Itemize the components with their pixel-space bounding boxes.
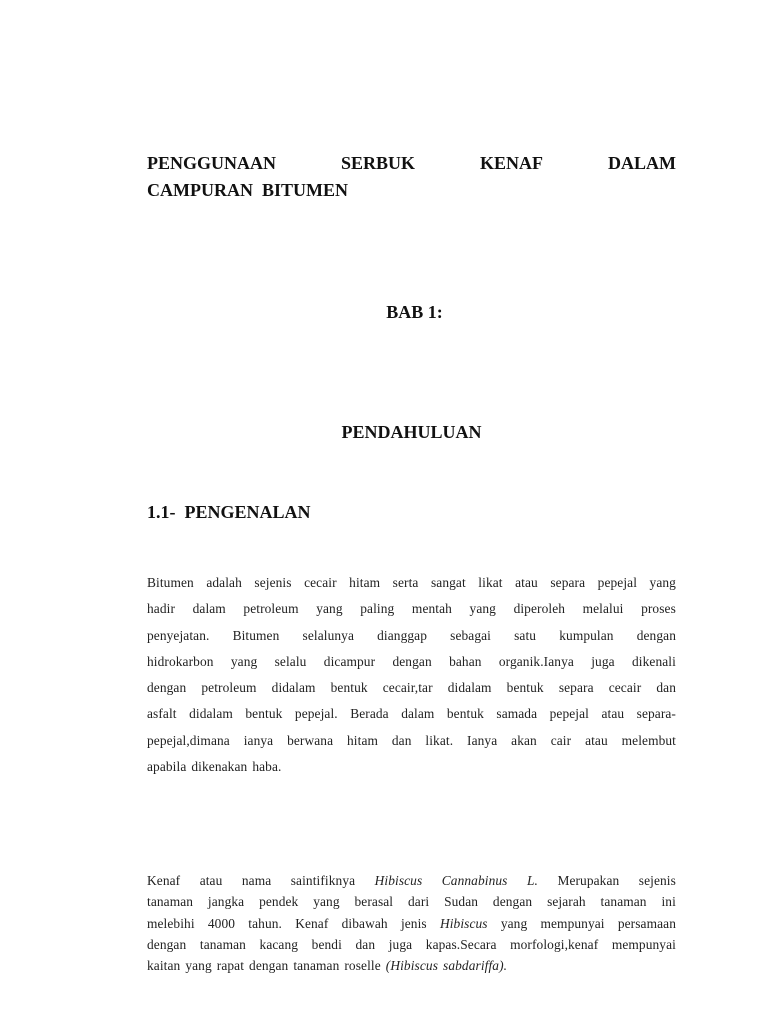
word: tanaman: [600, 894, 647, 910]
paragraph-line: [147, 913, 676, 934]
word: saintifiknya: [290, 873, 356, 888]
word: Ianya: [467, 732, 498, 748]
word: sejenis: [254, 575, 292, 590]
paragraph-line: [147, 675, 676, 701]
word: tanaman: [199, 936, 246, 952]
word: satu: [514, 627, 537, 643]
word: cecair: [608, 680, 642, 696]
word: pendek: [259, 894, 299, 910]
word: Cannabinus: [441, 873, 508, 888]
title-word: SERBUK: [340, 153, 416, 173]
word: yang: [316, 601, 343, 617]
word: melembut: [621, 732, 676, 748]
word: petroleum: [243, 601, 299, 617]
word: yang: [313, 894, 340, 910]
word: separa: [550, 575, 586, 590]
document-title-line-2: [147, 177, 676, 203]
word: penyejatan.: [147, 627, 210, 643]
word: sangat: [430, 575, 466, 590]
word: ini: [661, 894, 676, 910]
word: dengan: [636, 627, 676, 643]
word: Merupakan: [557, 873, 620, 888]
chapter-label: BAB 1:: [386, 302, 443, 322]
word: Kenaf: [147, 873, 181, 888]
word: sejarah: [547, 894, 586, 910]
word: hadir: [147, 601, 176, 617]
word: atau: [585, 732, 608, 748]
word: hitam: [349, 575, 381, 590]
word: hidrokarbon: [147, 653, 214, 669]
section-number: 1.1-: [147, 502, 176, 522]
word: dan: [355, 936, 376, 952]
word: yang: [185, 958, 212, 974]
paragraph-line: [147, 754, 676, 780]
word: Hibiscus: [439, 915, 488, 931]
word: 4000: [207, 915, 236, 931]
word: (Hibiscus: [385, 958, 439, 974]
word: mempunyai: [540, 915, 605, 931]
title-word: PENGGUNAAN: [147, 153, 276, 173]
word: tanaman: [293, 958, 340, 974]
word: dari: [408, 894, 430, 910]
word: yang: [649, 575, 676, 590]
word: berasal: [354, 894, 394, 910]
word: tahun.: [248, 915, 282, 931]
word: pepejal: [549, 706, 589, 722]
paragraph-line: [147, 728, 676, 754]
word: mempunyai: [611, 936, 676, 952]
word: morfologi,kenaf: [510, 936, 599, 952]
word: didalam: [447, 680, 492, 696]
paragraph-line: [147, 891, 676, 912]
word: cecair,tar: [382, 680, 433, 696]
paragraph-line: [147, 870, 676, 891]
word: rapat: [216, 958, 245, 974]
word: bentuk: [446, 706, 484, 722]
word: dengan: [392, 653, 432, 669]
word: serta: [392, 575, 419, 590]
word: bentuk: [330, 680, 368, 696]
paragraph-kenaf: [147, 870, 676, 976]
word: hitam: [347, 732, 379, 748]
paragraph-line: [147, 570, 676, 596]
word: adalah: [206, 575, 242, 590]
word: asfalt: [147, 706, 177, 722]
word: dibawah: [341, 915, 388, 931]
word: likat: [478, 575, 503, 590]
paragraph-line: [147, 701, 676, 727]
word: melalui: [582, 601, 624, 617]
paragraph-line: [147, 623, 676, 649]
paragraph-line: [147, 934, 676, 955]
word: sabdariffa).: [443, 958, 508, 974]
word: Bitumen: [147, 575, 194, 590]
paragraph-bitumen: [147, 570, 676, 780]
word: selalunya: [302, 627, 354, 643]
word: yang: [469, 601, 496, 617]
word: paling: [360, 601, 395, 617]
word: petroleum: [201, 680, 257, 696]
word: selalu: [274, 653, 307, 669]
paragraph-line: [147, 649, 676, 675]
word: sejenis: [638, 873, 676, 888]
word: pepejal.: [294, 706, 338, 722]
word: cair: [550, 732, 572, 748]
word: diperoleh: [513, 601, 566, 617]
word: didalam: [189, 706, 233, 722]
word: tanaman: [147, 894, 194, 910]
word: yang: [230, 653, 258, 669]
word: samada: [496, 706, 538, 722]
word: dalam: [401, 706, 435, 722]
word: proses: [641, 601, 676, 617]
word: dengan: [492, 894, 533, 910]
word: dengan: [249, 958, 289, 974]
word: kumpulan: [559, 627, 614, 643]
word: mentah: [411, 601, 452, 617]
word: dan: [391, 732, 412, 748]
paragraph-line: [147, 955, 676, 976]
word: pepejal: [597, 575, 638, 590]
word: Hibiscus: [374, 873, 423, 888]
word: akan: [511, 732, 537, 748]
word: likat.: [425, 732, 454, 748]
word: didalam: [271, 680, 316, 696]
title-word: BITUMEN: [261, 180, 348, 200]
word: separa-: [636, 706, 676, 722]
word: Kenaf: [295, 915, 329, 931]
title-word: CAMPURAN: [147, 180, 253, 200]
word: dianggap: [377, 627, 428, 643]
word: melebihi: [147, 915, 195, 931]
word: Bitumen: [232, 627, 280, 643]
word: sebagai: [450, 627, 491, 643]
paragraph-line: [147, 596, 676, 622]
word: haba.: [252, 759, 282, 775]
document-title-line-1: [147, 150, 676, 176]
word: Berada: [350, 706, 389, 722]
word: separa: [558, 680, 594, 696]
word: yang: [500, 915, 528, 931]
word: bahan: [449, 653, 482, 669]
word: dikenakan: [191, 759, 248, 775]
word: juga: [388, 936, 413, 952]
word: dan: [656, 680, 676, 696]
word: pepejal,dimana: [147, 732, 230, 748]
title-word: KENAF: [480, 153, 543, 173]
word: bentuk: [506, 680, 544, 696]
word: juga: [591, 653, 615, 669]
word: jangka: [207, 894, 245, 910]
word: bentuk: [245, 706, 283, 722]
word: dengan: [147, 680, 187, 696]
word: jenis: [400, 915, 427, 931]
word: kapas.Secara: [425, 936, 497, 952]
word: cecair: [304, 575, 337, 590]
word: apabila: [147, 759, 187, 775]
word: kaitan: [147, 958, 181, 974]
word: organik.Ianya: [498, 653, 574, 669]
word: dicampur: [323, 653, 376, 669]
word: atau: [199, 873, 223, 888]
word: dengan: [147, 936, 187, 952]
word: ianya: [243, 732, 274, 748]
chapter-title: PENDAHULUAN: [341, 422, 482, 442]
section-title: PENGENALAN: [184, 502, 311, 522]
word: Sudan: [444, 894, 479, 910]
word: berwana: [287, 732, 334, 748]
word: nama: [241, 873, 272, 888]
word: kacang: [259, 936, 299, 952]
word: atau: [515, 575, 538, 590]
word: persamaan: [617, 915, 676, 931]
title-word: DALAM: [607, 153, 676, 173]
word: atau: [601, 706, 625, 722]
word: dalam: [192, 601, 226, 617]
section-heading: [147, 500, 311, 524]
word: roselle: [344, 958, 381, 974]
word: bendi: [311, 936, 342, 952]
word: L.: [526, 873, 538, 888]
word: dikenali: [632, 653, 676, 669]
